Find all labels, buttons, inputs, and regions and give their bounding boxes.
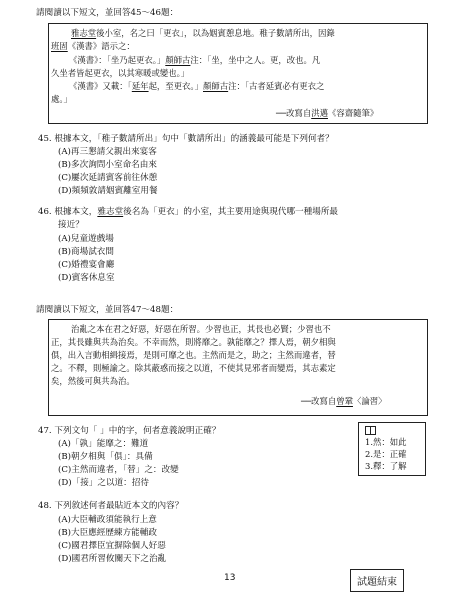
passage2-line2: 正，其長雖與共為治矣。不幸而然，則將靡之。孰能靡之？擇人焉，朝夕相與 <box>51 337 336 347</box>
name-yanshigu: 顏師古 <box>165 55 191 65</box>
section1-intro: 請閱讀以下短文，並回答45～46題： <box>36 8 179 18</box>
passage1-line1: 雅志堂後小室，名之曰「更衣」，以為姻賓憩息地。稚子數請所出，因錄 <box>71 28 335 38</box>
passage2-line3: 俱，出入言動相緝接焉，是則可靡之也。主然而是之，助之；主然而違者，替 <box>51 350 336 360</box>
passage2-source: ──改寫自曾鞏〈論習〉 <box>301 396 387 406</box>
q45-option-b[interactable]: (B)多次詢問小室命名由來 <box>58 160 157 170</box>
q45-stem: 45. 根據本文，「稚子數請所出」句中「數請所出」的涵義最可能是下列何者？ <box>38 134 334 144</box>
section2-intro: 請閱讀以下短文，並回答47～48題： <box>36 305 179 315</box>
q45-option-a[interactable]: (A)再三懇請父親出來宴客 <box>58 147 157 157</box>
glossary-note <box>358 422 426 476</box>
q48-stem: 48. 下列敘述何者最貼近本文的內容？ <box>38 501 184 511</box>
q47-option-a[interactable]: (A)「孰」能靡之：難道 <box>58 439 149 449</box>
q46-stem: 46. 根據本文，雅志堂後名為「更衣」的小室，其主要用途與現代哪一種場所最 <box>38 207 339 217</box>
name-yanshigu-2: 顏師古 <box>203 81 229 91</box>
passage1-box <box>48 23 428 124</box>
note-item-3: 3.釋：了解 <box>365 461 407 471</box>
q48-option-d[interactable]: (D)國君所習攸關天下之治亂 <box>58 554 167 564</box>
name-hongmai: 洪邁 <box>311 108 328 118</box>
passage1-source: ──改寫自洪邁《容齋隨筆》 <box>276 108 379 118</box>
end-of-exam-label: 試題結束 <box>350 569 404 592</box>
passage2-line4: 之。不釋，則極諭之。除其蔽惑而接之以道，不使其見邪者而變焉，其志素定 <box>51 363 336 373</box>
page-number: 13 <box>224 573 236 583</box>
passage2-line5: 矣，然後可與共為治。 <box>51 376 135 386</box>
q45-option-c[interactable]: (C)屢次延請賓客前往休憩 <box>58 173 158 183</box>
passage1-line5: 《漢書》又載：「延年起，至更衣。」顏師古注：「古者延賓必有更衣之 <box>69 81 325 91</box>
q46-option-b[interactable]: (B)商場試衣間 <box>58 247 114 257</box>
note-item-1: 1.然：如此 <box>365 437 407 447</box>
q47-option-d[interactable]: (D)「接」之以道：招待 <box>58 478 149 488</box>
q46-option-c[interactable]: (C)婚禮宴會廳 <box>58 260 115 270</box>
q48-option-c[interactable]: (C)國君擇臣宜摒除個人好惡 <box>58 541 166 551</box>
name-yannian: 延年 <box>131 81 149 91</box>
note-item-2: 2.是：正確 <box>365 449 407 459</box>
q47-stem: 47. 下列文句「 」中的字，何者意義說明正確？ <box>38 426 221 436</box>
q47-option-c[interactable]: (C)主然而違者，「替」之：改變 <box>58 465 179 475</box>
q46-option-d[interactable]: (D)賓客休息室 <box>58 273 115 283</box>
q47-option-b[interactable]: (B)朝夕相與「俱」：具備 <box>58 452 153 462</box>
name-bangu: 班固 <box>51 41 68 51</box>
passage1-line6: 處。」 <box>51 94 72 104</box>
q48-option-a[interactable]: (A)大臣輔政須能執行上意 <box>58 515 157 525</box>
passage1-line4: 久坐者皆起更衣，以其寒暖或變也。」 <box>51 68 190 78</box>
passage2-line1: 治亂之本在君之好惡，好惡在所習。少習也正，其長也必賢；少習也不 <box>71 324 331 334</box>
book-icon <box>365 426 376 435</box>
q48-option-b[interactable]: (B)大臣應經歷練方能輔政 <box>58 528 157 538</box>
passage1-line3: 《漢書》：「坐乃起更衣。」顏師古注：「坐，坐中之人。更，改也。凡 <box>69 55 321 65</box>
q45-option-d[interactable]: (D)頻頻敦請姻賓離室用餐 <box>58 186 158 196</box>
q46-option-a[interactable]: (A)兒童遊戲場 <box>58 234 114 244</box>
name-zenggong: 曾鞏 <box>336 396 353 406</box>
passage2-box <box>48 319 428 416</box>
passage1-line2: 班固《漢書》語示之： <box>51 41 135 51</box>
name-yazhitang-q46: 雅志堂 <box>97 207 124 217</box>
q46-stem-cont: 接近？ <box>58 220 84 230</box>
name-yazhitang: 雅志堂 <box>71 28 97 38</box>
